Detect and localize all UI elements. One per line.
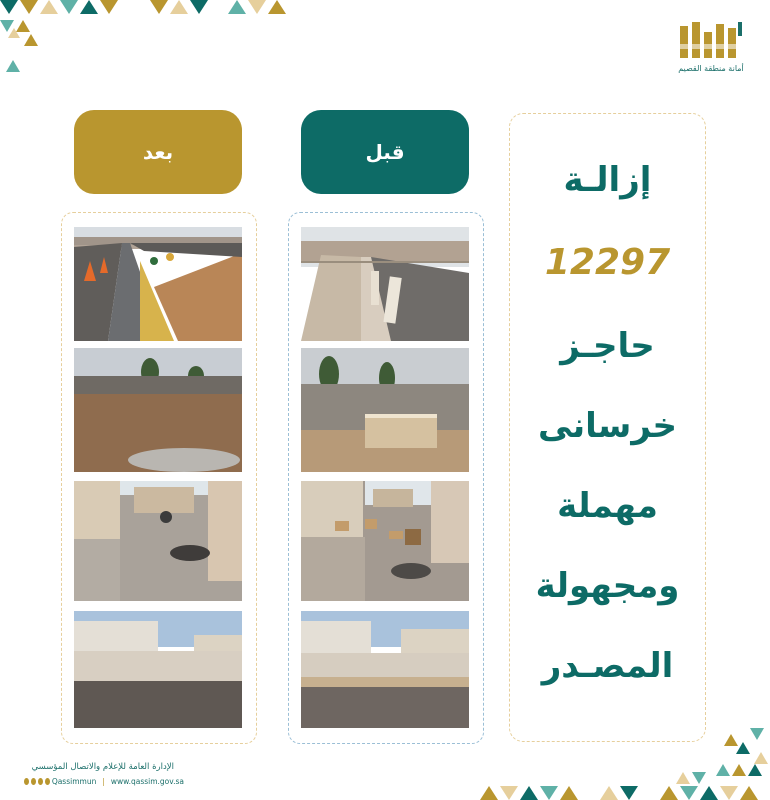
footer-handle[interactable]: Qassimmun (51, 777, 97, 786)
headline-number: 12297 (544, 242, 671, 283)
fence-cleared-photo (74, 611, 242, 728)
before-header: قبل (301, 110, 469, 194)
qassim-logo-mark (678, 22, 744, 62)
instagram-icon[interactable] (31, 778, 36, 785)
footer-website[interactable]: www.qassim.gov.sa (110, 777, 185, 786)
youtube-icon[interactable] (38, 778, 43, 785)
empty-lot-cleared-photo (74, 348, 242, 472)
headline-line-7: المصـدر (541, 646, 674, 686)
headline-line-6: ومجهولة (535, 566, 680, 606)
alley-barriers-photo (301, 481, 469, 601)
headline-line-5: مهملة (557, 486, 658, 526)
after-header: بعد (74, 110, 242, 194)
empty-lot-barriers-photo (301, 348, 469, 472)
footer-department: الإدارة العامة للإعلام والاتصال المؤسسي (31, 762, 174, 772)
qassim-logo (672, 22, 750, 84)
roadside-barriers-photo (301, 227, 469, 341)
headline-line-1: إزالـة (563, 160, 652, 200)
footer-social-bar (24, 777, 184, 786)
headline-line-4: خرسانى (537, 406, 678, 446)
roadside-paving-photo (74, 227, 242, 341)
twitter-icon[interactable] (24, 778, 29, 785)
logo-caption: أمانة منطقة القصيم (678, 64, 744, 73)
snapchat-icon[interactable] (45, 778, 50, 785)
footer-separator: | (102, 777, 105, 786)
fence-barriers-photo (301, 611, 469, 728)
headline-line-3: حاجـز (560, 326, 655, 366)
alley-cleared-photo (74, 481, 242, 601)
